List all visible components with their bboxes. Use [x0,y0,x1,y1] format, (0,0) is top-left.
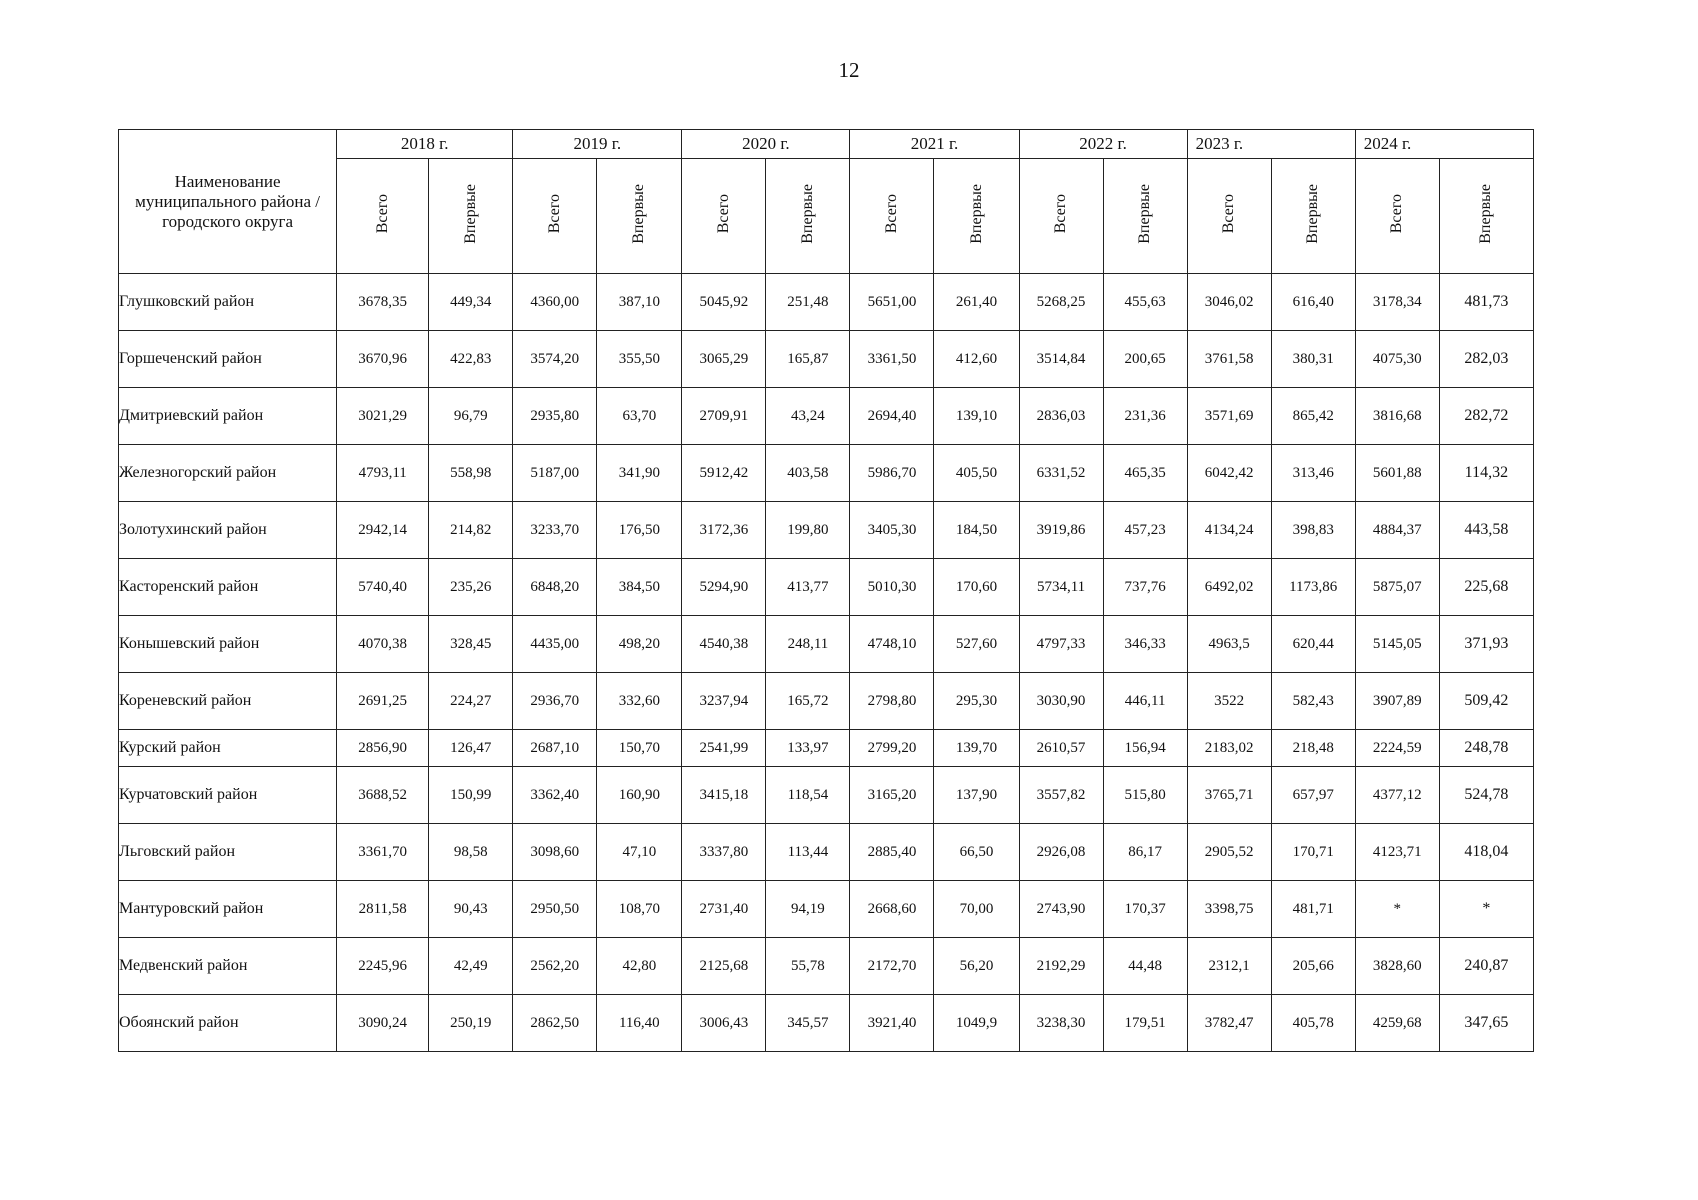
cell-first: 47,10 [597,824,682,881]
cell-first: 380,31 [1271,331,1355,388]
table-row [119,995,1534,1052]
cell-first: 412,60 [934,331,1019,388]
table-row [119,824,1534,881]
cell-first: 42,49 [429,938,513,995]
cell-first: 214,82 [429,502,513,559]
cell-total: 3065,29 [682,331,766,388]
cell-first: 235,26 [429,559,513,616]
cell-first: 405,50 [934,445,1019,502]
cell-total: 3415,18 [682,767,766,824]
district-name: Горшеченский район [119,331,337,388]
district-name: Курский район [119,730,337,767]
cell-total: 3765,71 [1187,767,1271,824]
cell-total: 4259,68 [1355,995,1439,1052]
cell-first: 150,70 [597,730,682,767]
cell-first: 137,90 [934,767,1019,824]
cell-first: 443,58 [1439,502,1533,559]
cell-total: 2926,08 [1019,824,1103,881]
cell-total: 6492,02 [1187,559,1271,616]
cell-total: 3098,60 [513,824,597,881]
cell-total: 2811,58 [337,881,429,938]
cell-total: 3571,69 [1187,388,1271,445]
cell-total: 2312,1 [1187,938,1271,995]
cell-total: 2862,50 [513,995,597,1052]
cell-first: * [1439,881,1533,938]
header-row-years [119,130,1534,159]
cell-first: 347,65 [1439,995,1533,1052]
district-name: Золотухинский район [119,502,337,559]
cell-first: 156,94 [1103,730,1187,767]
table-row [119,881,1534,938]
cell-total: 4435,00 [513,616,597,673]
cell-first: 332,60 [597,673,682,730]
cell-first: 403,58 [766,445,850,502]
year-header: 2021 г. [850,130,1019,159]
cell-first: 620,44 [1271,616,1355,673]
district-name: Медвенский район [119,938,337,995]
cell-first: 418,04 [1439,824,1533,881]
cell-total: 3828,60 [1355,938,1439,995]
cell-first: 56,20 [934,938,1019,995]
cell-first: 387,10 [597,274,682,331]
cell-total: 2885,40 [850,824,934,881]
table-row [119,938,1534,995]
subheader-first: Впервые [967,183,985,244]
cell-total: 4963,5 [1187,616,1271,673]
cell-total: 5601,88 [1355,445,1439,502]
cell-first: 248,11 [766,616,850,673]
cell-total: 6331,52 [1019,445,1103,502]
cell-first: 341,90 [597,445,682,502]
cell-total: 4884,37 [1355,502,1439,559]
cell-first: 384,50 [597,559,682,616]
cell-first: 224,27 [429,673,513,730]
table-row [119,767,1534,824]
cell-first: 346,33 [1103,616,1187,673]
cell-total: 5912,42 [682,445,766,502]
cell-first: 42,80 [597,938,682,995]
cell-total: 5651,00 [850,274,934,331]
cell-total: 3233,70 [513,502,597,559]
subheader-first: Впервые [1477,183,1495,244]
cell-first: 63,70 [597,388,682,445]
cell-first: 70,00 [934,881,1019,938]
cell-total: 3046,02 [1187,274,1271,331]
cell-total: 3090,24 [337,995,429,1052]
cell-total: 2950,50 [513,881,597,938]
cell-first: 139,10 [934,388,1019,445]
cell-total: 3238,30 [1019,995,1103,1052]
cell-first: 457,23 [1103,502,1187,559]
cell-first: 118,54 [766,767,850,824]
cell-first: 261,40 [934,274,1019,331]
cell-total: 2691,25 [337,673,429,730]
year-header: 2018 г. [337,130,513,159]
cell-first: 116,40 [597,995,682,1052]
cell-total: 3398,75 [1187,881,1271,938]
cell-total: 2731,40 [682,881,766,938]
cell-first: 94,19 [766,881,850,938]
subheader-first: Впервые [630,183,648,244]
cell-total: 2125,68 [682,938,766,995]
cell-total: 2610,57 [1019,730,1103,767]
cell-total: 3782,47 [1187,995,1271,1052]
cell-total: 3514,84 [1019,331,1103,388]
table-row [119,331,1534,388]
cell-first: 44,48 [1103,938,1187,995]
cell-total: 3574,20 [513,331,597,388]
cell-total: 2224,59 [1355,730,1439,767]
cell-total: 2836,03 [1019,388,1103,445]
cell-first: 126,47 [429,730,513,767]
cell-total: 3030,90 [1019,673,1103,730]
district-name: Курчатовский район [119,767,337,824]
year-header: 2022 г. [1019,130,1187,159]
cell-first: 160,90 [597,767,682,824]
district-name: Мантуровский район [119,881,337,938]
cell-first: 282,03 [1439,331,1533,388]
cell-total: 5734,11 [1019,559,1103,616]
cell-first: 498,20 [597,616,682,673]
year-header: 2019 г. [513,130,682,159]
cell-total: 5145,05 [1355,616,1439,673]
cell-first: 295,30 [934,673,1019,730]
cell-first: 170,37 [1103,881,1187,938]
cell-first: 165,87 [766,331,850,388]
cell-total: 5187,00 [513,445,597,502]
cell-total: 3522 [1187,673,1271,730]
cell-first: 250,19 [429,995,513,1052]
cell-first: 515,80 [1103,767,1187,824]
district-name: Конышевский район [119,616,337,673]
subheader-total: Всего [714,193,732,234]
cell-first: 200,65 [1103,331,1187,388]
cell-total: 2562,20 [513,938,597,995]
cell-first: 313,46 [1271,445,1355,502]
cell-first: 90,43 [429,881,513,938]
cell-total: 2935,80 [513,388,597,445]
cell-first: 405,78 [1271,995,1355,1052]
cell-total: * [1355,881,1439,938]
district-name: Обоянский район [119,995,337,1052]
cell-total: 3337,80 [682,824,766,881]
cell-first: 114,32 [1439,445,1533,502]
cell-first: 527,60 [934,616,1019,673]
district-name: Льговский район [119,824,337,881]
page-number: 12 [838,58,860,82]
cell-first: 1049,9 [934,995,1019,1052]
cell-first: 98,58 [429,824,513,881]
cell-first: 170,60 [934,559,1019,616]
cell-first: 205,66 [1271,938,1355,995]
cell-total: 4360,00 [513,274,597,331]
cell-first: 43,24 [766,388,850,445]
cell-total: 2192,29 [1019,938,1103,995]
cell-first: 582,43 [1271,673,1355,730]
cell-total: 2541,99 [682,730,766,767]
cell-first: 455,63 [1103,274,1187,331]
cell-total: 5740,40 [337,559,429,616]
subheader-total: Всего [882,193,900,234]
cell-first: 248,78 [1439,730,1533,767]
cell-total: 3405,30 [850,502,934,559]
district-name: Касторенский район [119,559,337,616]
cell-total: 5045,92 [682,274,766,331]
subheader-total: Всего [1388,193,1406,234]
cell-first: 481,73 [1439,274,1533,331]
cell-total: 4075,30 [1355,331,1439,388]
cell-total: 2856,90 [337,730,429,767]
cell-first: 225,68 [1439,559,1533,616]
cell-total: 4793,11 [337,445,429,502]
cell-first: 413,77 [766,559,850,616]
cell-first: 108,70 [597,881,682,938]
cell-total: 2799,20 [850,730,934,767]
cell-total: 4748,10 [850,616,934,673]
cell-first: 449,34 [429,274,513,331]
district-name: Железногорский район [119,445,337,502]
cell-first: 218,48 [1271,730,1355,767]
cell-first: 865,42 [1271,388,1355,445]
cell-total: 4134,24 [1187,502,1271,559]
cell-first: 524,78 [1439,767,1533,824]
cell-total: 3237,94 [682,673,766,730]
cell-total: 4797,33 [1019,616,1103,673]
subheader-first: Впервые [798,183,816,244]
cell-first: 398,83 [1271,502,1355,559]
table-row [119,274,1534,331]
cell-total: 2798,80 [850,673,934,730]
cell-first: 139,70 [934,730,1019,767]
cell-total: 6042,42 [1187,445,1271,502]
cell-total: 3907,89 [1355,673,1439,730]
cell-first: 1173,86 [1271,559,1355,616]
table-row [119,559,1534,616]
table-row [119,445,1534,502]
subheader-total: Всего [1220,193,1238,234]
cell-first: 165,72 [766,673,850,730]
cell-first: 509,42 [1439,673,1533,730]
cell-total: 3921,40 [850,995,934,1052]
cell-first: 231,36 [1103,388,1187,445]
cell-total: 2694,40 [850,388,934,445]
statistics-table [118,129,1534,1052]
cell-total: 3557,82 [1019,767,1103,824]
cell-total: 4377,12 [1355,767,1439,824]
cell-total: 3165,20 [850,767,934,824]
cell-total: 4070,38 [337,616,429,673]
cell-total: 2936,70 [513,673,597,730]
cell-first: 282,72 [1439,388,1533,445]
cell-first: 657,97 [1271,767,1355,824]
cell-total: 3816,68 [1355,388,1439,445]
cell-first: 481,71 [1271,881,1355,938]
cell-total: 5986,70 [850,445,934,502]
cell-first: 345,57 [766,995,850,1052]
cell-total: 3688,52 [337,767,429,824]
table-row [119,502,1534,559]
cell-total: 2172,70 [850,938,934,995]
subheader-first: Впервые [461,183,479,244]
cell-total: 3021,29 [337,388,429,445]
cell-total: 2709,91 [682,388,766,445]
cell-total: 3761,58 [1187,331,1271,388]
cell-total: 5875,07 [1355,559,1439,616]
cell-total: 3919,86 [1019,502,1103,559]
table-body [119,274,1534,1052]
name-column-header: Наименование муниципального района / городского округа [119,130,337,274]
cell-first: 150,99 [429,767,513,824]
cell-total: 3678,35 [337,274,429,331]
cell-total: 2905,52 [1187,824,1271,881]
subheader-total: Всего [373,193,391,234]
cell-first: 355,50 [597,331,682,388]
cell-total: 4540,38 [682,616,766,673]
cell-first: 446,11 [1103,673,1187,730]
cell-first: 170,71 [1271,824,1355,881]
cell-total: 2942,14 [337,502,429,559]
cell-total: 3172,36 [682,502,766,559]
cell-first: 55,78 [766,938,850,995]
cell-first: 240,87 [1439,938,1533,995]
cell-first: 113,44 [766,824,850,881]
cell-first: 86,17 [1103,824,1187,881]
cell-first: 184,50 [934,502,1019,559]
cell-first: 179,51 [1103,995,1187,1052]
year-header: 2024 г. [1355,130,1533,159]
cell-first: 616,40 [1271,274,1355,331]
cell-total: 5294,90 [682,559,766,616]
cell-first: 66,50 [934,824,1019,881]
subheader-total: Всего [545,193,563,234]
cell-total: 3178,34 [1355,274,1439,331]
cell-first: 465,35 [1103,445,1187,502]
cell-total: 5268,25 [1019,274,1103,331]
cell-first: 176,50 [597,502,682,559]
cell-total: 3361,50 [850,331,934,388]
cell-first: 251,48 [766,274,850,331]
cell-total: 2743,90 [1019,881,1103,938]
cell-first: 737,76 [1103,559,1187,616]
subheader-first: Впервые [1136,183,1154,244]
district-name: Дмитриевский район [119,388,337,445]
cell-total: 2668,60 [850,881,934,938]
cell-total: 2687,10 [513,730,597,767]
cell-total: 4123,71 [1355,824,1439,881]
cell-first: 133,97 [766,730,850,767]
cell-total: 2183,02 [1187,730,1271,767]
cell-total: 3362,40 [513,767,597,824]
subheader-total: Всего [1052,193,1070,234]
cell-total: 3670,96 [337,331,429,388]
subheader-first: Впервые [1304,183,1322,244]
table-row [119,388,1534,445]
cell-total: 3006,43 [682,995,766,1052]
district-name: Кореневский район [119,673,337,730]
cell-total: 5010,30 [850,559,934,616]
table-row [119,616,1534,673]
cell-first: 422,83 [429,331,513,388]
cell-total: 3361,70 [337,824,429,881]
cell-first: 96,79 [429,388,513,445]
table-row [119,730,1534,767]
cell-first: 328,45 [429,616,513,673]
table-row [119,673,1534,730]
cell-total: 2245,96 [337,938,429,995]
cell-first: 558,98 [429,445,513,502]
cell-first: 199,80 [766,502,850,559]
year-header: 2020 г. [682,130,850,159]
year-header: 2023 г. [1187,130,1355,159]
cell-total: 6848,20 [513,559,597,616]
district-name: Глушковский район [119,274,337,331]
cell-first: 371,93 [1439,616,1533,673]
